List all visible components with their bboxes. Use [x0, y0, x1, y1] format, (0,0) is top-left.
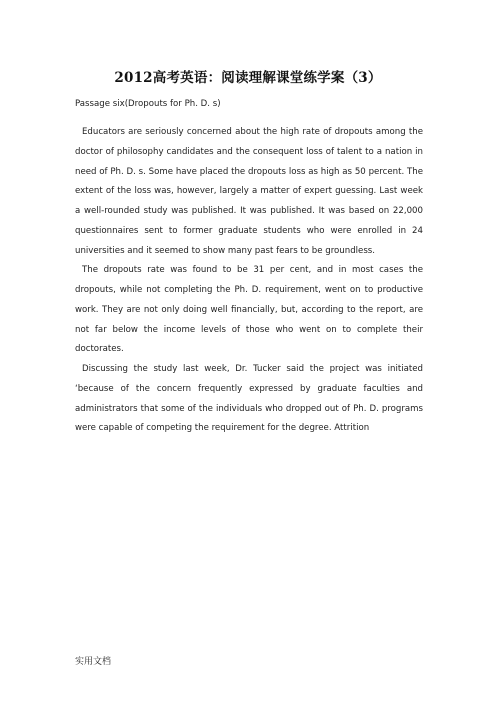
paragraph-1: Educators are seriously concerned about the high rate of dropouts among the doctor of philosophy candidates and the consequent loss of talent to a nation in need of Ph. D. s. Some have placed the dropouts loss as high as 50 percent. The extent of the loss was, however, largely a matter of expert guessing. Last week a well-rounded study was published. It was published. It was based on 22,000 questionnaires sent to former graduate students who were enrolled in 24 universities and it seemed to show many past fears to be groundless.: [75, 127, 423, 256]
paragraph-3: Discussing the study last week, Dr. Tucker said the project was initiated ‘because of the concern frequently expressed by graduate faculties and administrators that some of the individuals who dropped out of Ph. D. programs were capable of competing the requirement for the degree. Attrition: [75, 364, 423, 434]
page-footer: 实用文档: [75, 657, 112, 667]
document-title: 2012高考英语：阅读理解课堂练学案（3）: [114, 70, 382, 86]
passage-body: [75, 123, 423, 439]
passage-heading: Passage six(Dropouts for Ph. D. s): [75, 99, 221, 109]
paragraph-2: The dropouts rate was found to be 31 per cent, and in most cases the dropouts, while not completing the Ph. D. requirement, went on to productive work. They are not only doing well financially, but, according to the report, are not far below the income levels of those who went on to complete their doctorates.: [75, 265, 423, 355]
